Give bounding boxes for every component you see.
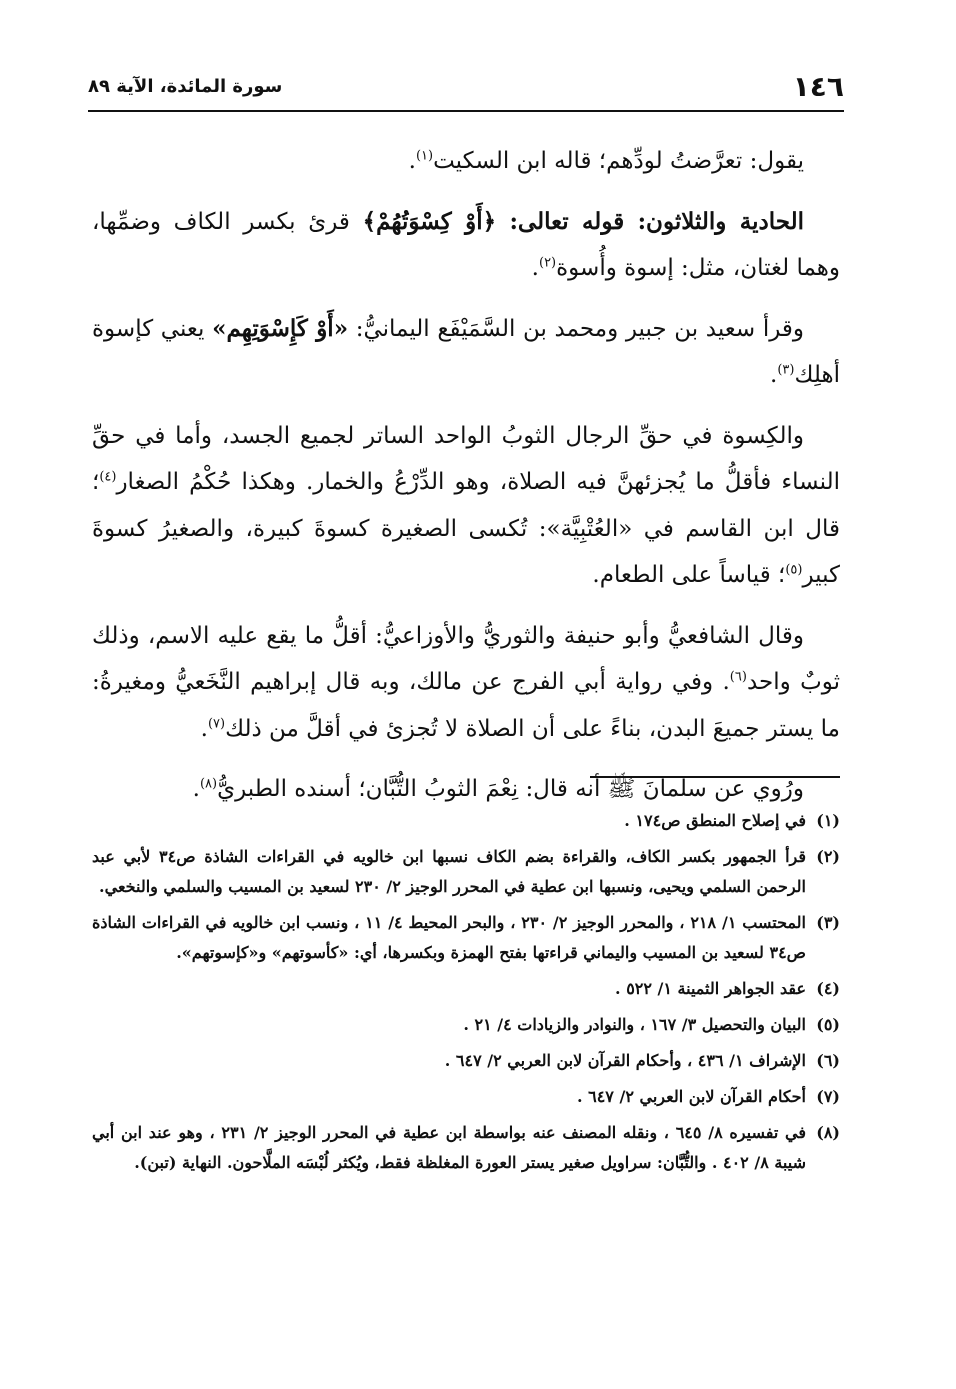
paragraph-6: ورُوي عن سلمانَ ﷺ أنه قال: نِعْمَ الثوبُ التُّبَّان؛ أسنده الطبريُّ$^{(٨)}$. — [192, 776, 804, 802]
footnote-number: (٤) — [816, 979, 840, 998]
footnote-text: الإشراف ١/ ٤٣٦ ، وأحكام القرآن لابن العربي ٢/ ٦٤٧ . — [444, 1051, 806, 1070]
footnote-number: (٨) — [816, 1123, 840, 1142]
paragraph-4: والكِسوة في حقِّ الرجال الثوبُ الواحد الساتر لجميع الجسد، وأما في حقِّ النساء فأقلُّ ما يُجزئهنَّ فيه الصلاة، وهو الدِّرْعُ والخمار. وهكذا حُكْمُ الصغار$^{(٤)}$؛ قال ابن القاسم في «العُتْبِيَّة»: تُكسى الصغيرة كسوةَ كبيرة، والصغيرُ كسوةَ كبير$^{(٥)}$؛ قياساً على الطعام. — [92, 422, 840, 588]
footnote-number: (٣) — [816, 913, 840, 932]
footnote-text: عقد الجواهر الثمينة ١/ ٥٢٢ . — [615, 979, 806, 998]
footnote-text: المحتسب ١/ ٢١٨ ، والمحرر الوجيز ٢/ ٢٣٠ ، والبحر المحيط ٤/ ١١ ، ونسب ابن خالويه في القراءات الشاذة ص٣٤ لسعيد بن المسيب واليماني قراءتها بفتح الهمزة وبكسرها، أي: «كأسوتهم» و«كإسوتهم». — [92, 913, 806, 962]
section-heading: الحادية والثلاثون: — [637, 207, 804, 235]
footnote-ref-5[interactable]: (٥) — [785, 562, 803, 578]
paragraph-1: يقول: تعرَّضتُ لودِّهم؛ قاله ابن السكيت$^{(١)}$. — [408, 148, 804, 174]
footnotes-list — [92, 806, 840, 1184]
footnote-text: قرأ الجمهور بكسر الكاف، والقراءة بضم الكاف نسبها ابن خالويه في القراءات الشاذة ص٣٤ لأبي عبد الرحمن السلمي ويحيى، ونسبها ابن عطية في المحرر الوجيز ٢/ ٢٣٠ لسعيد بن المسيب والسلمي والنخعي. — [92, 847, 807, 896]
page-number: ١٤٦ — [792, 70, 844, 103]
footnote-number: (٢) — [816, 847, 840, 866]
footnote-ref-2[interactable]: (٢) — [538, 255, 557, 271]
paragraph-5: وقال الشافعيُّ وأبو حنيفة والثوريُّ والأوزاعيُّ: أقلُّ ما يقع عليه الاسم، وذلك ثوبٌ واحد$^{(٦)}$. وفي رواية أبي الفرج عن مالك، وبه قال إبراهيم النَّخَعيُّ ومغيرةُ: ما يستر جميعَ البدن، بناءً على أن الصلاة لا تُجزئ في أقلَّ من ذلك$^{(٧)}$. — [92, 622, 841, 742]
footnote — [92, 842, 840, 902]
footnote — [92, 1082, 840, 1112]
footnote-text: أحكام القرآن لابن العربي ٢/ ٦٤٧ . — [576, 1087, 806, 1106]
main-text — [92, 138, 840, 827]
running-title: سورة المائدة، الآية ٨٩ — [88, 76, 283, 97]
footnote-number: (٥) — [816, 1015, 840, 1034]
page-header — [88, 70, 844, 112]
footnote-number: (٦) — [816, 1051, 840, 1070]
footnote-text: في إصلاح المنطق ص١٧٤ . — [624, 811, 806, 830]
footnote-text: البيان والتحصيل ٣/ ١٦٧ ، والنوادر والزيادات ٤/ ٢١ . — [463, 1015, 806, 1034]
footnote-ref-8[interactable]: (٨) — [199, 776, 218, 792]
footnote — [92, 974, 840, 1004]
footnote-number: (١) — [816, 811, 840, 830]
reading-quote: «أَوْ كَإِسْوَتِهِم» — [212, 314, 349, 342]
footnote-number: (٧) — [816, 1087, 840, 1106]
footnote — [92, 806, 840, 836]
footnote-ref-6[interactable]: (٦) — [729, 669, 747, 685]
footnote-ref-7[interactable]: (٧) — [207, 715, 226, 731]
footnote-ref-3[interactable]: (٣) — [777, 362, 795, 378]
footnote — [92, 1046, 840, 1076]
footnote-text: في تفسيره ٨/ ٦٤٥ ، ونقله المصنف عنه بواسطة ابن عطية في المحرر الوجيز ٢/ ٢٣١ ، وهو عند ابن أبي شيبة ٨/ ٤٠٢ . والتُّبَّان: سراويل صغير يستر العورة المغلظة فقط، ويُكثر لُبْسَه الملَّاحون. النهاية (تبن). — [92, 1123, 807, 1172]
paragraph-2: الحادية والثلاثون: قوله تعالى: ﴿أَوْ كِسْوَتُهُمْ﴾ قرئ بكسر الكاف وضمِّها، وهما لغتان، مثل: إسوة وأُسوة$^{(٢)}$. — [92, 207, 840, 281]
footnote-separator — [590, 776, 840, 778]
quran-quote: ﴿أَوْ كِسْوَتُهُمْ﴾ — [362, 207, 497, 235]
paragraph-3: وقرأ سعيد بن جبير ومحمد بن السَّمَيْفَع اليمانيُّ: «أَوْ كَإِسْوَتِهِم» يعني كإسوة أهلِك$^{(٣)}$. — [92, 314, 840, 388]
footnote-ref-1[interactable]: (١) — [415, 148, 434, 164]
footnote — [92, 908, 840, 968]
footnote — [92, 1118, 840, 1178]
footnote-ref-4[interactable]: (٤) — [99, 469, 117, 485]
footnote — [92, 1010, 840, 1040]
